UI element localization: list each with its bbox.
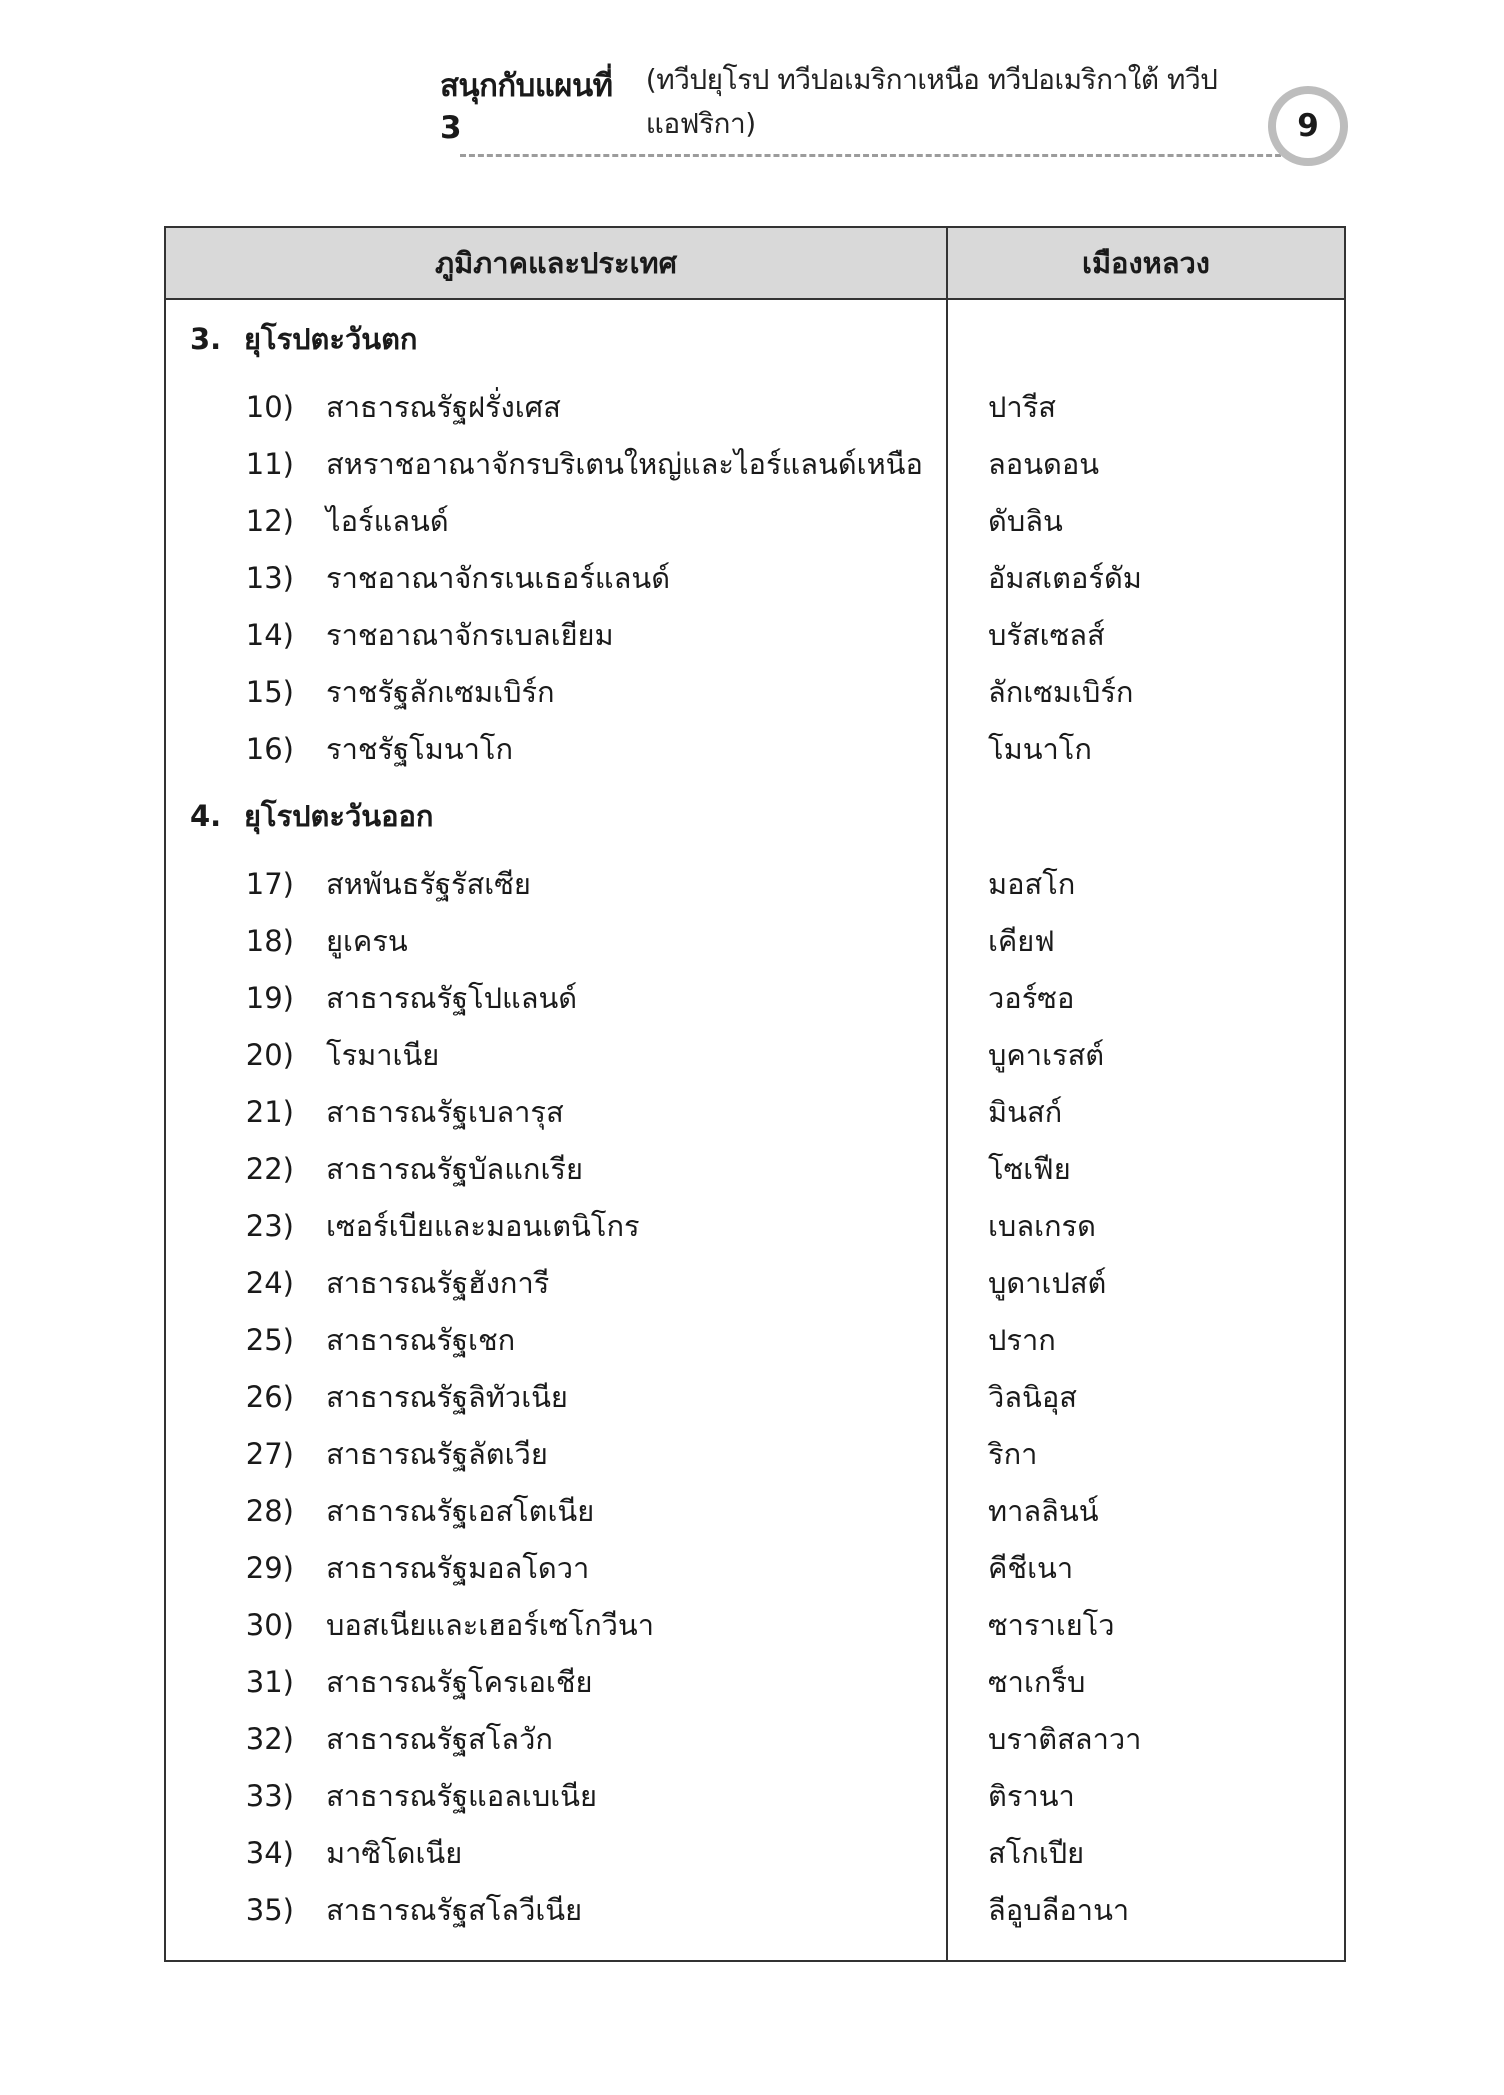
header-dashed-rule — [460, 154, 1290, 157]
item-number: 20) — [245, 1037, 294, 1072]
country-name: สาธารณรัฐโครเอเชีย — [326, 1664, 593, 1699]
capital-name: สโกเปีย — [988, 1835, 1085, 1870]
country-name: ราชรัฐลักเซมเบิร์ก — [326, 674, 555, 709]
item-number: 13) — [245, 560, 294, 595]
country-name: สหราชอาณาจักรบริเตนใหญ่และไอร์แลนด์เหนือ — [326, 446, 923, 481]
capital-name: เคียฟ — [988, 923, 1055, 958]
list-item — [166, 1368, 946, 1425]
list-item — [166, 1824, 946, 1881]
book-title: สนุกกับแผนที่ 3 — [440, 68, 613, 146]
book-subtitle: (ทวีปยุโรป ทวีปอเมริกาเหนือ ทวีปอเมริกาใต้ ทวีปแอฟริกา) — [645, 63, 1218, 140]
capital-name: บรัสเซลส์ — [988, 617, 1105, 652]
item-number: 32) — [245, 1721, 294, 1756]
capital-name: โซเฟีย — [988, 1151, 1071, 1186]
item-number: 34) — [245, 1835, 294, 1870]
country-name: สาธารณรัฐเอสโตเนีย — [326, 1493, 595, 1528]
capital-name: บูคาเรสต์ — [988, 1037, 1105, 1072]
item-number: 25) — [245, 1322, 294, 1357]
country-name: สหพันธรัฐรัสเซีย — [326, 866, 531, 901]
country-name: ไอร์แลนด์ — [326, 503, 449, 538]
capital-name: มอสโก — [988, 866, 1076, 901]
capital-name: เบลเกรด — [988, 1208, 1096, 1243]
item-number: 18) — [245, 923, 294, 958]
country-name: สาธารณรัฐแอลเบเนีย — [326, 1778, 597, 1813]
country-name: สาธารณรัฐฝรั่งเศส — [326, 389, 561, 424]
item-number: 21) — [245, 1094, 294, 1129]
capital-name: โมนาโก — [988, 731, 1092, 766]
item-number: 15) — [245, 674, 294, 709]
list-item — [166, 1710, 946, 1767]
capital-name: ลอนดอน — [988, 446, 1100, 481]
list-item — [166, 1197, 946, 1254]
capital-name: มินสก์ — [988, 1094, 1063, 1129]
region-name: ยุโรปตะวันออก — [244, 799, 434, 833]
list-item — [166, 1767, 946, 1824]
capital-name: บราติสลาวา — [988, 1721, 1142, 1756]
item-number: 27) — [245, 1436, 294, 1471]
country-name: โรมาเนีย — [326, 1037, 440, 1072]
item-number: 17) — [245, 866, 294, 901]
table-header-row — [165, 227, 1345, 299]
country-name: ราชอาณาจักรเนเธอร์แลนด์ — [326, 560, 671, 595]
capital-name: คีชีเนา — [988, 1550, 1074, 1585]
capital-name: ติรานา — [988, 1778, 1075, 1813]
list-item — [166, 663, 946, 720]
column-header-region-country: ภูมิภาคและประเทศ — [165, 227, 947, 299]
item-number: 12) — [245, 503, 294, 538]
running-header — [440, 63, 1300, 146]
item-number: 28) — [245, 1493, 294, 1528]
country-name: สาธารณรัฐลัตเวีย — [326, 1436, 548, 1471]
country-name: สาธารณรัฐสโลวัก — [326, 1721, 553, 1756]
country-name: สาธารณรัฐฮังการี — [326, 1265, 550, 1300]
item-number: 22) — [245, 1151, 294, 1186]
country-name: สาธารณรัฐเบลารุส — [326, 1094, 564, 1129]
list-item — [166, 1653, 946, 1710]
country-name: ราชรัฐโมนาโก — [326, 731, 514, 766]
capital-name: ลีอูบลีอานา — [988, 1892, 1130, 1927]
capital-name: ลักเซมเบิร์ก — [988, 674, 1134, 709]
country-name: มาซิโดเนีย — [326, 1835, 463, 1870]
list-item — [166, 606, 946, 663]
country-name: เซอร์เบียและมอนเตนิโกร — [326, 1208, 640, 1243]
list-item — [166, 912, 946, 969]
region-name: ยุโรปตะวันตก — [244, 322, 418, 356]
capital-name: ซาเกร็บ — [988, 1664, 1086, 1699]
capital-name: อัมสเตอร์ดัม — [988, 560, 1142, 595]
list-item — [166, 1140, 946, 1197]
bottom-padding — [948, 1938, 1344, 1960]
list-item — [166, 1254, 946, 1311]
item-number: 16) — [245, 731, 294, 766]
capital-spacer — [948, 300, 1344, 378]
item-number: 33) — [245, 1778, 294, 1813]
country-name: สาธารณรัฐมอลโดวา — [326, 1550, 590, 1585]
item-number: 29) — [245, 1550, 294, 1585]
capital-name: ริกา — [988, 1436, 1038, 1471]
list-item — [166, 1881, 946, 1938]
column-header-capital: เมืองหลวง — [947, 227, 1345, 299]
list-item — [166, 549, 946, 606]
capital-name: วอร์ซอ — [988, 980, 1075, 1015]
item-number: 23) — [245, 1208, 294, 1243]
item-number: 11) — [245, 446, 294, 481]
item-number: 14) — [245, 617, 294, 652]
region-country-column — [165, 299, 947, 1961]
list-item — [166, 720, 946, 777]
list-item — [166, 1482, 946, 1539]
list-item — [166, 855, 946, 912]
capital-name: ปารีส — [988, 389, 1056, 424]
item-number: 26) — [245, 1379, 294, 1414]
capital-name: ปราก — [988, 1322, 1056, 1357]
bottom-padding — [166, 1938, 946, 1960]
item-number: 19) — [245, 980, 294, 1015]
page-number: 9 — [1276, 94, 1340, 158]
capital-column — [947, 299, 1345, 1961]
country-name: สาธารณรัฐลิทัวเนีย — [326, 1379, 568, 1414]
list-item — [166, 378, 946, 435]
table-body — [165, 299, 1345, 1961]
region-heading — [166, 300, 946, 378]
capital-name: ซาราเยโว — [988, 1607, 1115, 1642]
country-name: สาธารณรัฐโปแลนด์ — [326, 980, 578, 1015]
page-number-badge — [1268, 86, 1356, 166]
country-name: ยูเครน — [326, 923, 408, 958]
country-name: ราชอาณาจักรเบลเยียม — [326, 617, 614, 652]
list-item — [166, 969, 946, 1026]
country-name: สาธารณรัฐสโลวีเนีย — [326, 1892, 583, 1927]
item-number: 24) — [245, 1265, 294, 1300]
list-item — [166, 435, 946, 492]
country-name: บอสเนียและเฮอร์เซโกวีนา — [326, 1607, 655, 1642]
list-item — [166, 1539, 946, 1596]
region-number: 3. — [190, 322, 222, 356]
item-number: 35) — [245, 1892, 294, 1927]
capitals-table — [164, 226, 1346, 1962]
capital-name: บูดาเปสต์ — [988, 1265, 1107, 1300]
capital-name: ดับลิน — [988, 503, 1063, 538]
list-item — [166, 492, 946, 549]
region-heading — [166, 777, 946, 855]
item-number: 31) — [245, 1664, 294, 1699]
item-number: 30) — [245, 1607, 294, 1642]
country-name: สาธารณรัฐเชก — [326, 1322, 516, 1357]
table-content-row — [165, 299, 1345, 1961]
list-item — [166, 1425, 946, 1482]
capital-name: ทาลลินน์ — [988, 1493, 1099, 1528]
list-item — [166, 1083, 946, 1140]
list-item — [166, 1596, 946, 1653]
region-number: 4. — [190, 799, 222, 833]
item-number: 10) — [245, 389, 294, 424]
capital-spacer — [948, 777, 1344, 855]
capital-name: วิลนิอุส — [988, 1379, 1077, 1414]
country-name: สาธารณรัฐบัลแกเรีย — [326, 1151, 583, 1186]
list-item — [166, 1311, 946, 1368]
list-item — [166, 1026, 946, 1083]
